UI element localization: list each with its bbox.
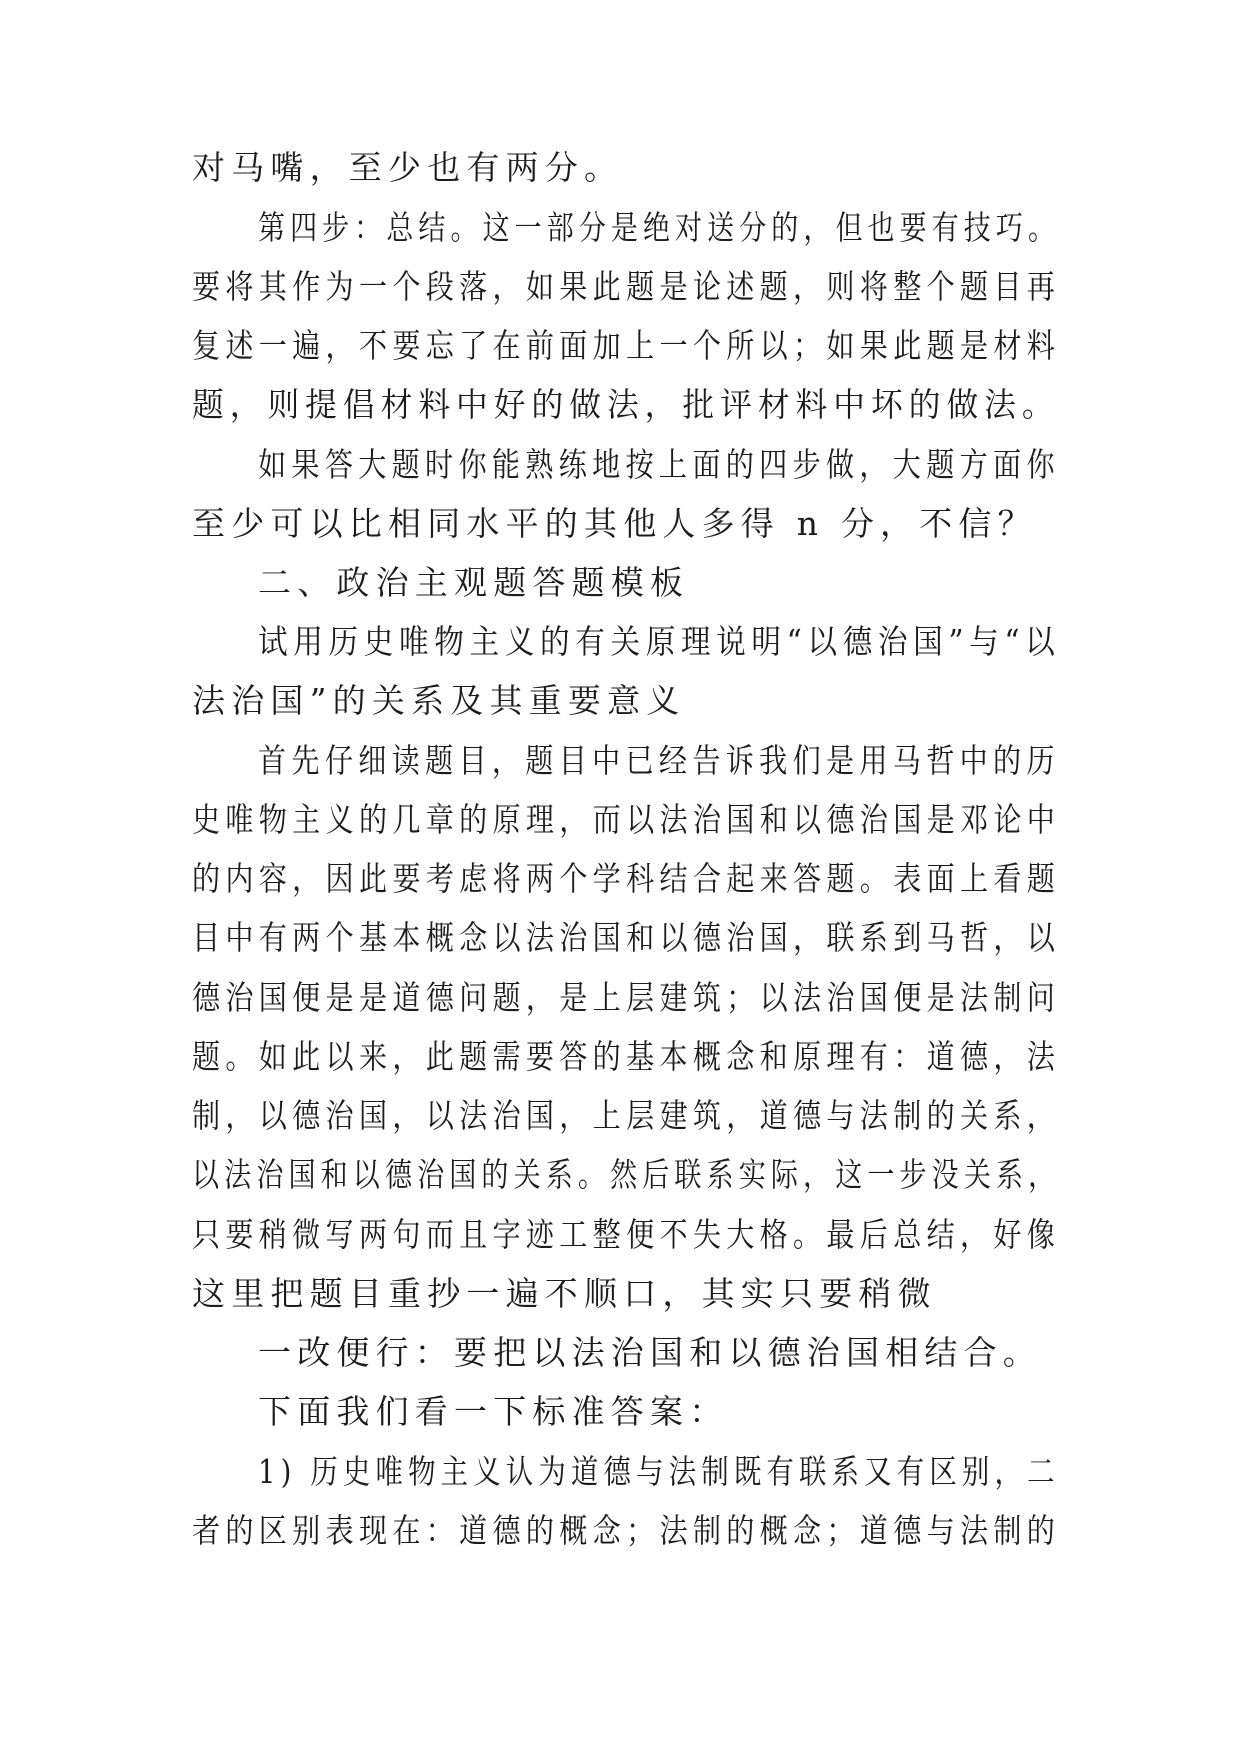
- text-line: 复述一遍，不要忘了在前面加上一个所以；如果此题是材料: [192, 326, 1061, 365]
- text-line: 题，则提倡材料中好的做法，批评材料中坏的做法。: [192, 385, 1060, 424]
- list-item: 1) 历史唯物主义认为道德与法制既有联系又有区别，二: [258, 1452, 1060, 1491]
- text-line: 对马嘴，至少也有两分。: [192, 148, 624, 187]
- text-line: 第四步：总结。这一部分是绝对送分的，但也要有技巧。: [258, 208, 1061, 247]
- text-line: 法治国”的关系及其重要意义: [192, 681, 686, 720]
- text-line: 以法治国和以德治国的关系。然后联系实际，这一步没关系，: [192, 1155, 1061, 1194]
- text-line: 一改便行：要把以法治国和以德治国相结合。: [258, 1333, 1042, 1372]
- text-line: 的内容，因此要考虑将两个学科结合起来答题。表面上看题: [192, 859, 1061, 898]
- text-line: 目中有两个基本概念以法治国和以德治国，联系到马哲，以: [192, 918, 1061, 957]
- text-line: 史唯物主义的几章的原理，而以法治国和以德治国是邓论中: [192, 800, 1061, 839]
- text-line: 下面我们看一下标准答案：: [258, 1392, 729, 1431]
- text-line: 试用历史唯物主义的有关原理说明“以德治国”与“以: [258, 622, 1061, 661]
- text-line: 要将其作为一个段落，如果此题是论述题，则将整个题目再: [192, 267, 1061, 306]
- text-line: 德治国便是是道德问题，是上层建筑；以法治国便是法制问: [192, 978, 1061, 1017]
- text-line: 只要稍微写两句而且字迹工整便不失大格。最后总结，好像: [192, 1215, 1061, 1254]
- text-line: 如果答大题时你能熟练地按上面的四步做，大题方面你: [258, 445, 1060, 484]
- text-line: 制，以德治国，以法治国，上层建筑，道德与法制的关系，: [192, 1096, 1061, 1135]
- section-heading: 二、政治主观题答题模板: [258, 563, 690, 602]
- text-line: 这里把题目重抄一遍不顺口，其实只要稍微: [192, 1274, 937, 1313]
- text-line: 首先仔细读题目，题目中已经告诉我们是用马哲中的历: [258, 741, 1060, 780]
- text-line: 题。如此以来，此题需要答的基本概念和原理有：道德，法: [192, 1037, 1061, 1076]
- text-line: 者的区别表现在：道德的概念；法制的概念；道德与法制的: [192, 1511, 1061, 1550]
- text-line: 至少可以比相同水平的其他人多得 n 分，不信？: [192, 504, 1037, 543]
